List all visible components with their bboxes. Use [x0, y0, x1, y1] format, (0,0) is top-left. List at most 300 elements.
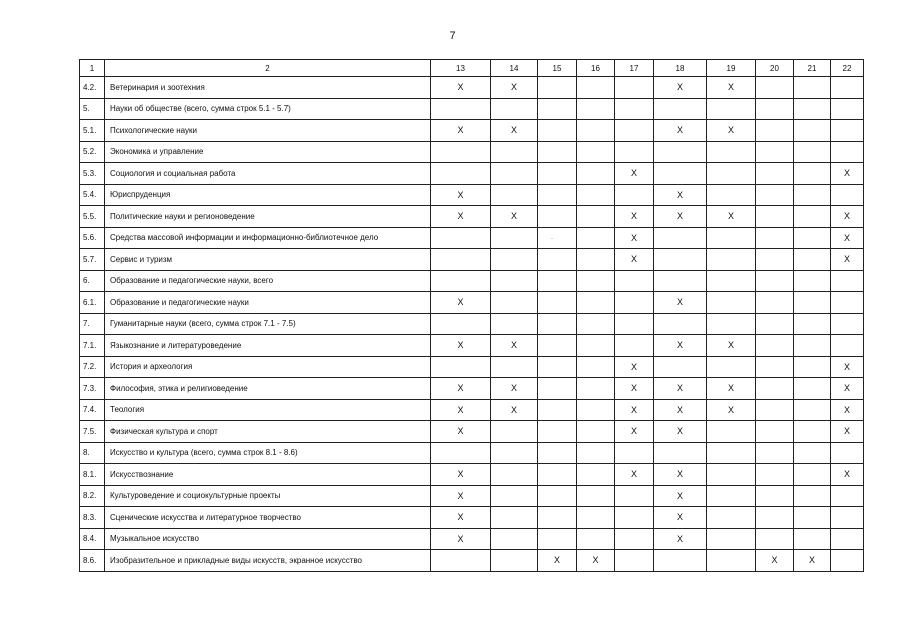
mark-cell-21 [794, 206, 831, 228]
table-row [80, 141, 864, 163]
mark-cell-20 [756, 227, 794, 249]
mark-cell-15 [538, 528, 577, 550]
row-name: Сценические искусства и литературное творчество [105, 507, 431, 529]
table-row [80, 206, 864, 228]
mark-cell-19: X [707, 335, 756, 357]
mark-cell-16 [577, 421, 615, 443]
mark-cell-17 [615, 141, 654, 163]
mark-cell-18: X [654, 421, 707, 443]
mark-cell-20 [756, 356, 794, 378]
row-code: 8.6. [80, 550, 105, 572]
mark-cell-14: X [491, 120, 538, 142]
mark-cell-16 [577, 184, 615, 206]
mark-cell-14: X [491, 335, 538, 357]
mark-cell-14 [491, 141, 538, 163]
row-code: 7.5. [80, 421, 105, 443]
mark-cell-22 [831, 528, 864, 550]
mark-cell-17: X [615, 378, 654, 400]
mark-cell-19 [707, 442, 756, 464]
mark-cell-14 [491, 292, 538, 314]
mark-cell-19: X [707, 399, 756, 421]
row-name: Искусство и культура (всего, сумма строк 8.1 - 8.6) [105, 442, 431, 464]
mark-cell-15 [538, 227, 577, 249]
mark-cell-14: X [491, 77, 538, 99]
table-row [80, 421, 864, 443]
mark-cell-16 [577, 378, 615, 400]
header-cell: 13 [431, 60, 491, 77]
table-row [80, 292, 864, 314]
row-name: Философия, этика и религиоведение [105, 378, 431, 400]
mark-cell-17 [615, 335, 654, 357]
mark-cell-13: X [431, 378, 491, 400]
mark-cell-14 [491, 249, 538, 271]
table-row [80, 507, 864, 529]
mark-cell-16 [577, 77, 615, 99]
mark-cell-14 [491, 313, 538, 335]
row-name: Политические науки и регионоведение [105, 206, 431, 228]
table-row [80, 77, 864, 99]
mark-cell-13 [431, 163, 491, 185]
row-name: Экономика и управление [105, 141, 431, 163]
mark-cell-18: X [654, 399, 707, 421]
mark-cell-19 [707, 163, 756, 185]
row-name: Психологические науки [105, 120, 431, 142]
mark-cell-22: X [831, 227, 864, 249]
header-cell: 16 [577, 60, 615, 77]
mark-cell-13: X [431, 77, 491, 99]
mark-cell-21 [794, 507, 831, 529]
mark-cell-14 [491, 184, 538, 206]
row-code: 5.2. [80, 141, 105, 163]
mark-cell-16 [577, 206, 615, 228]
mark-cell-15 [538, 421, 577, 443]
mark-cell-21: X [794, 550, 831, 572]
mark-cell-17 [615, 550, 654, 572]
row-code: 5.1. [80, 120, 105, 142]
row-code: 6.1. [80, 292, 105, 314]
mark-cell-19 [707, 227, 756, 249]
mark-cell-20 [756, 421, 794, 443]
mark-cell-21 [794, 335, 831, 357]
mark-cell-20 [756, 163, 794, 185]
table-row [80, 378, 864, 400]
mark-cell-16: X [577, 550, 615, 572]
mark-cell-18 [654, 141, 707, 163]
mark-cell-22 [831, 335, 864, 357]
mark-cell-15 [538, 292, 577, 314]
row-code: 5.5. [80, 206, 105, 228]
mark-cell-18: X [654, 507, 707, 529]
mark-cell-18 [654, 270, 707, 292]
stray-mark: · [551, 236, 553, 242]
mark-cell-16 [577, 464, 615, 486]
mark-cell-15 [538, 98, 577, 120]
row-code: 5.6. [80, 227, 105, 249]
mark-cell-21 [794, 378, 831, 400]
mark-cell-19: X [707, 77, 756, 99]
row-code: 5.4. [80, 184, 105, 206]
mark-cell-15 [538, 141, 577, 163]
mark-cell-22 [831, 442, 864, 464]
mark-cell-19 [707, 270, 756, 292]
mark-cell-15 [538, 206, 577, 228]
mark-cell-13: X [431, 421, 491, 443]
mark-cell-14 [491, 442, 538, 464]
table-row [80, 550, 864, 572]
mark-cell-14: X [491, 206, 538, 228]
row-name: Музыкальное искусство [105, 528, 431, 550]
row-name: Социология и социальная работа [105, 163, 431, 185]
mark-cell-13: X [431, 206, 491, 228]
specialty-table [79, 59, 864, 572]
table-row [80, 249, 864, 271]
mark-cell-13 [431, 98, 491, 120]
header-cell: 17 [615, 60, 654, 77]
mark-cell-22 [831, 292, 864, 314]
mark-cell-22: X [831, 399, 864, 421]
table-row [80, 98, 864, 120]
mark-cell-16 [577, 227, 615, 249]
mark-cell-21 [794, 464, 831, 486]
mark-cell-17 [615, 507, 654, 529]
mark-cell-13 [431, 313, 491, 335]
mark-cell-21 [794, 270, 831, 292]
table-row [80, 335, 864, 357]
mark-cell-15 [538, 270, 577, 292]
row-name: Образование и педагогические науки, всего [105, 270, 431, 292]
mark-cell-19: X [707, 120, 756, 142]
mark-cell-21 [794, 77, 831, 99]
header-cell: 2 [105, 60, 431, 77]
mark-cell-20 [756, 464, 794, 486]
mark-cell-15 [538, 163, 577, 185]
header-row [80, 60, 864, 77]
header-cell: 20 [756, 60, 794, 77]
mark-cell-15 [538, 335, 577, 357]
mark-cell-17 [615, 292, 654, 314]
mark-cell-18: X [654, 485, 707, 507]
mark-cell-19 [707, 98, 756, 120]
row-code: 7. [80, 313, 105, 335]
mark-cell-17 [615, 184, 654, 206]
mark-cell-14: X [491, 399, 538, 421]
mark-cell-15 [538, 399, 577, 421]
mark-cell-19: X [707, 206, 756, 228]
mark-cell-21 [794, 163, 831, 185]
mark-cell-14 [491, 485, 538, 507]
mark-cell-15 [538, 77, 577, 99]
mark-cell-17: X [615, 206, 654, 228]
table-row [80, 464, 864, 486]
mark-cell-17 [615, 442, 654, 464]
mark-cell-19 [707, 421, 756, 443]
mark-cell-17: X [615, 464, 654, 486]
mark-cell-16 [577, 485, 615, 507]
mark-cell-14 [491, 98, 538, 120]
mark-cell-17 [615, 485, 654, 507]
mark-cell-22: X [831, 206, 864, 228]
mark-cell-16 [577, 292, 615, 314]
mark-cell-21 [794, 249, 831, 271]
mark-cell-13: X [431, 485, 491, 507]
mark-cell-20: X [756, 550, 794, 572]
row-code: 8.4. [80, 528, 105, 550]
mark-cell-17: X [615, 356, 654, 378]
mark-cell-13: X [431, 528, 491, 550]
mark-cell-18: X [654, 77, 707, 99]
mark-cell-14 [491, 464, 538, 486]
mark-cell-18 [654, 163, 707, 185]
mark-cell-22 [831, 313, 864, 335]
row-name: Теология [105, 399, 431, 421]
mark-cell-15 [538, 313, 577, 335]
mark-cell-19 [707, 141, 756, 163]
header-cell: 1 [80, 60, 105, 77]
table-row [80, 399, 864, 421]
mark-cell-14 [491, 356, 538, 378]
mark-cell-17: X [615, 249, 654, 271]
mark-cell-21 [794, 442, 831, 464]
row-code: 8.1. [80, 464, 105, 486]
mark-cell-16 [577, 442, 615, 464]
mark-cell-20 [756, 249, 794, 271]
mark-cell-18: X [654, 464, 707, 486]
mark-cell-18 [654, 356, 707, 378]
mark-cell-14 [491, 270, 538, 292]
mark-cell-21 [794, 227, 831, 249]
mark-cell-19 [707, 485, 756, 507]
header-cell: 19 [707, 60, 756, 77]
mark-cell-21 [794, 485, 831, 507]
mark-cell-17 [615, 528, 654, 550]
mark-cell-22 [831, 77, 864, 99]
mark-cell-20 [756, 485, 794, 507]
header-cell: 15 [538, 60, 577, 77]
mark-cell-18: X [654, 378, 707, 400]
row-name: Искусствознание [105, 464, 431, 486]
mark-cell-17 [615, 270, 654, 292]
mark-cell-22 [831, 184, 864, 206]
mark-cell-22 [831, 485, 864, 507]
table-row [80, 270, 864, 292]
mark-cell-21 [794, 184, 831, 206]
mark-cell-22: X [831, 356, 864, 378]
row-name: Гуманитарные науки (всего, сумма строк 7.1 - 7.5) [105, 313, 431, 335]
mark-cell-16 [577, 163, 615, 185]
mark-cell-16 [577, 335, 615, 357]
mark-cell-15 [538, 442, 577, 464]
mark-cell-14 [491, 507, 538, 529]
mark-cell-13 [431, 356, 491, 378]
mark-cell-13: X [431, 335, 491, 357]
mark-cell-20 [756, 507, 794, 529]
mark-cell-17 [615, 98, 654, 120]
mark-cell-18: X [654, 206, 707, 228]
mark-cell-19 [707, 249, 756, 271]
mark-cell-18 [654, 550, 707, 572]
row-code: 8.2. [80, 485, 105, 507]
mark-cell-18 [654, 98, 707, 120]
mark-cell-16 [577, 528, 615, 550]
mark-cell-21 [794, 528, 831, 550]
mark-cell-18 [654, 249, 707, 271]
mark-cell-20 [756, 399, 794, 421]
mark-cell-21 [794, 356, 831, 378]
mark-cell-13: X [431, 507, 491, 529]
mark-cell-18: X [654, 184, 707, 206]
mark-cell-13 [431, 227, 491, 249]
mark-cell-20 [756, 184, 794, 206]
mark-cell-21 [794, 313, 831, 335]
mark-cell-14 [491, 550, 538, 572]
row-code: 5.7. [80, 249, 105, 271]
mark-cell-19 [707, 550, 756, 572]
table-row [80, 163, 864, 185]
table-row [80, 528, 864, 550]
mark-cell-13 [431, 141, 491, 163]
mark-cell-15: X [538, 550, 577, 572]
mark-cell-21 [794, 120, 831, 142]
mark-cell-20 [756, 98, 794, 120]
mark-cell-13 [431, 550, 491, 572]
page-number: 7 [449, 30, 456, 42]
mark-cell-13: X [431, 184, 491, 206]
row-code: 7.3. [80, 378, 105, 400]
mark-cell-22 [831, 98, 864, 120]
mark-cell-16 [577, 507, 615, 529]
mark-cell-15 [538, 356, 577, 378]
mark-cell-21 [794, 399, 831, 421]
mark-cell-22: X [831, 249, 864, 271]
header-cell: 14 [491, 60, 538, 77]
mark-cell-18: X [654, 528, 707, 550]
mark-cell-20 [756, 292, 794, 314]
row-name: Юриспруденция [105, 184, 431, 206]
mark-cell-20 [756, 206, 794, 228]
mark-cell-16 [577, 313, 615, 335]
table-row [80, 227, 864, 249]
mark-cell-15 [538, 249, 577, 271]
mark-cell-19 [707, 507, 756, 529]
row-code: 5.3. [80, 163, 105, 185]
mark-cell-19 [707, 292, 756, 314]
mark-cell-17: X [615, 163, 654, 185]
mark-cell-19: X [707, 378, 756, 400]
mark-cell-20 [756, 270, 794, 292]
mark-cell-17: X [615, 227, 654, 249]
mark-cell-20 [756, 77, 794, 99]
mark-cell-22 [831, 120, 864, 142]
mark-cell-22: X [831, 378, 864, 400]
mark-cell-18: X [654, 335, 707, 357]
mark-cell-17 [615, 120, 654, 142]
mark-cell-22 [831, 550, 864, 572]
table-row [80, 184, 864, 206]
mark-cell-15 [538, 507, 577, 529]
row-code: 8.3. [80, 507, 105, 529]
mark-cell-16 [577, 399, 615, 421]
header-cell: 21 [794, 60, 831, 77]
mark-cell-20 [756, 442, 794, 464]
mark-cell-13 [431, 270, 491, 292]
mark-cell-20 [756, 528, 794, 550]
mark-cell-18 [654, 313, 707, 335]
mark-cell-13: X [431, 399, 491, 421]
mark-cell-20 [756, 313, 794, 335]
header-cell: 22 [831, 60, 864, 77]
mark-cell-16 [577, 270, 615, 292]
row-name: Средства массовой информации и информационно-библиотечное дело [105, 227, 431, 249]
row-name: Культуроведение и социокультурные проекты [105, 485, 431, 507]
mark-cell-14 [491, 163, 538, 185]
table-row [80, 485, 864, 507]
mark-cell-21 [794, 292, 831, 314]
mark-cell-22: X [831, 163, 864, 185]
mark-cell-13: X [431, 292, 491, 314]
mark-cell-19 [707, 184, 756, 206]
row-name: Образование и педагогические науки [105, 292, 431, 314]
mark-cell-20 [756, 120, 794, 142]
mark-cell-20 [756, 335, 794, 357]
row-code: 5. [80, 98, 105, 120]
mark-cell-22 [831, 507, 864, 529]
row-code: 4.2. [80, 77, 105, 99]
mark-cell-14: X [491, 378, 538, 400]
row-name: Изобразительное и прикладные виды искусств, экранное искусство [105, 550, 431, 572]
mark-cell-21 [794, 141, 831, 163]
row-code: 7.1. [80, 335, 105, 357]
row-code: 7.4. [80, 399, 105, 421]
row-name: Физическая культура и спорт [105, 421, 431, 443]
mark-cell-16 [577, 141, 615, 163]
mark-cell-20 [756, 378, 794, 400]
mark-cell-14 [491, 421, 538, 443]
mark-cell-17: X [615, 421, 654, 443]
mark-cell-18: X [654, 292, 707, 314]
mark-cell-16 [577, 249, 615, 271]
mark-cell-15 [538, 485, 577, 507]
header-cell: 18 [654, 60, 707, 77]
mark-cell-15 [538, 184, 577, 206]
mark-cell-18 [654, 442, 707, 464]
mark-cell-17 [615, 77, 654, 99]
mark-cell-13: X [431, 120, 491, 142]
mark-cell-15 [538, 464, 577, 486]
row-name: Сервис и туризм [105, 249, 431, 271]
mark-cell-17: X [615, 399, 654, 421]
mark-cell-22: X [831, 421, 864, 443]
table-body [80, 60, 864, 572]
mark-cell-14 [491, 227, 538, 249]
row-name: История и археология [105, 356, 431, 378]
mark-cell-17 [615, 313, 654, 335]
mark-cell-16 [577, 120, 615, 142]
mark-cell-15 [538, 120, 577, 142]
table-row [80, 120, 864, 142]
mark-cell-14 [491, 528, 538, 550]
mark-cell-15 [538, 378, 577, 400]
row-code: 8. [80, 442, 105, 464]
mark-cell-21 [794, 421, 831, 443]
mark-cell-13 [431, 249, 491, 271]
mark-cell-16 [577, 356, 615, 378]
mark-cell-22 [831, 141, 864, 163]
mark-cell-19 [707, 528, 756, 550]
mark-cell-19 [707, 356, 756, 378]
mark-cell-22 [831, 270, 864, 292]
mark-cell-16 [577, 98, 615, 120]
mark-cell-21 [794, 98, 831, 120]
